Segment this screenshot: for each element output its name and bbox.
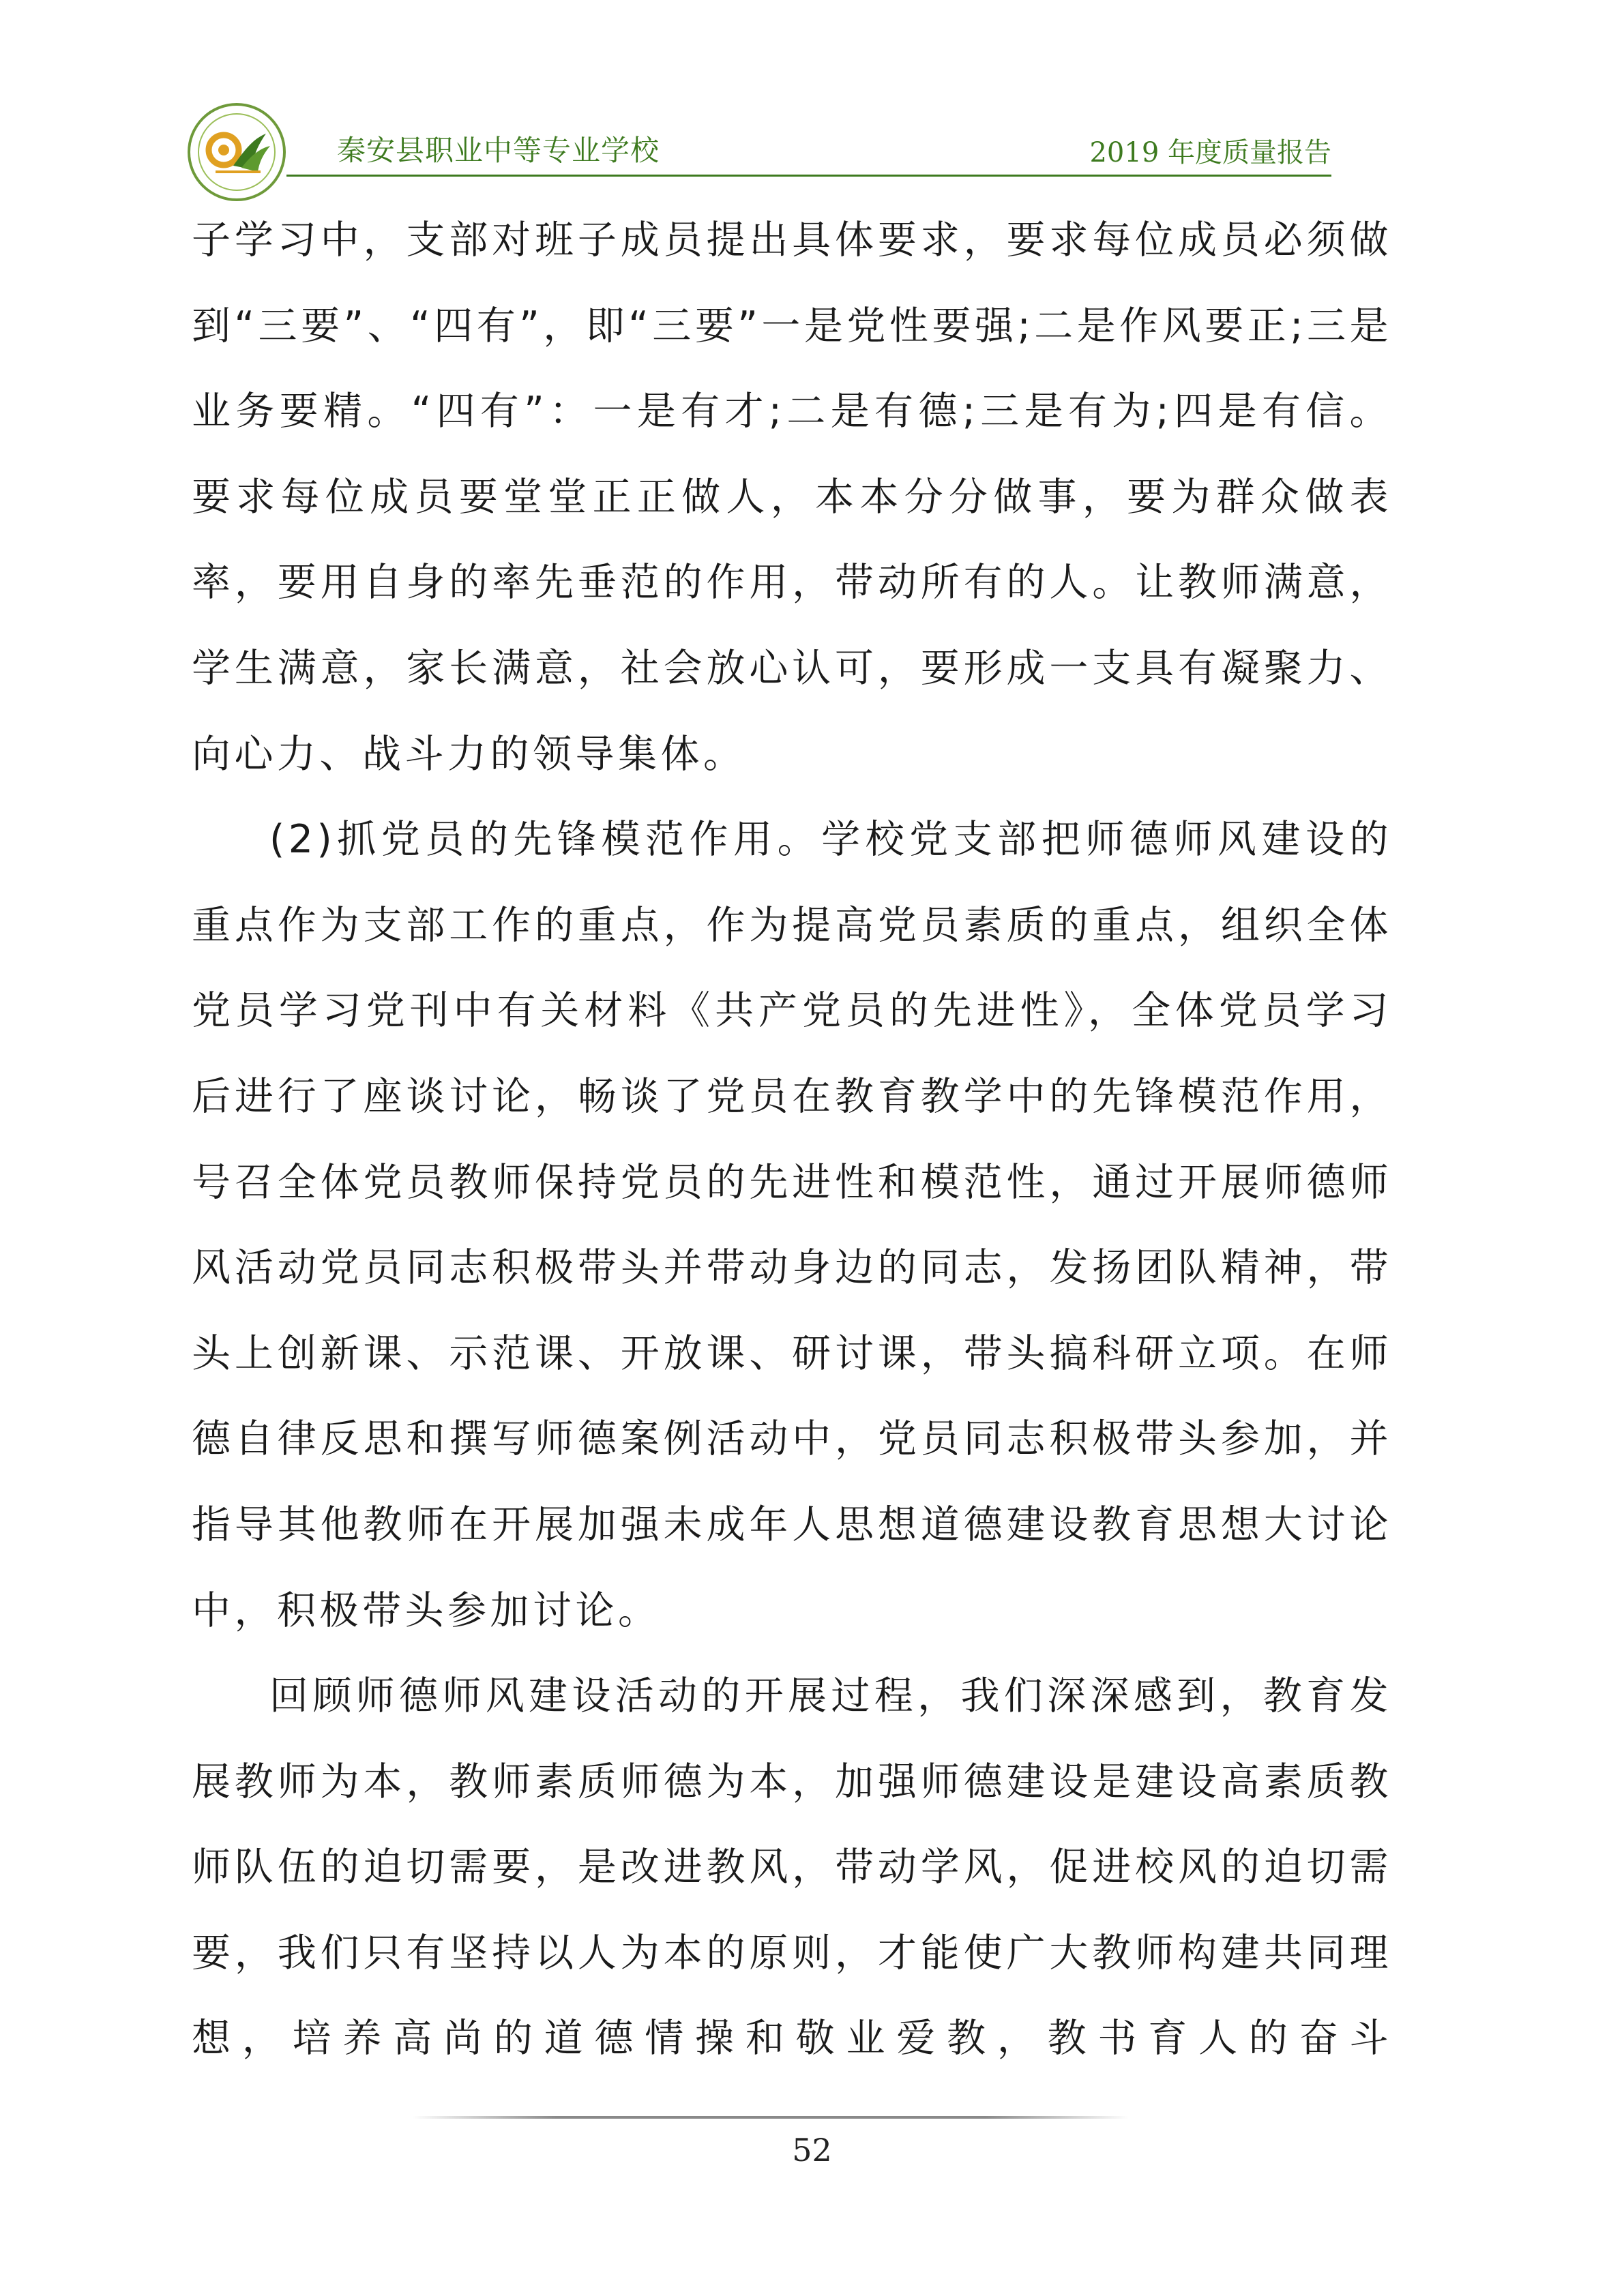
page-header [186,101,1331,181]
text-line: 做到“三要”、“四有”，即“三要”一是党性要强;二是作风要 [192,218,1392,348]
paragraph-1 [192,198,1392,797]
paragraph-2 [192,797,1392,1654]
text-line: 子学习中，支部对班子成员提出具体要求，要求每位成员必须 [192,218,1350,263]
text-line: 教育思想大讨论中，积极带头参加讨论。 [192,1502,1393,1633]
text-line: 回顾师德师风建设活动的开展过程，我们深深感到，教育发 [269,1673,1392,1719]
footer-divider [413,2116,1129,2119]
text-line: 具有凝聚力、向心力、战斗力的领导集体。 [192,645,1393,777]
text-line: 教师队伍的迫切需要，是改进教风，带动学风，促进校风的迫 [192,1759,1392,1890]
text-line: 带头参加，并指导其他教师在开展加强未成年人思想道德建设 [192,1416,1393,1547]
school-name: 秦安县职业中等专业学校 [337,134,660,167]
school-logo-icon [186,101,288,203]
text-line: 精神，带头上创新课、示范课、开放课、研讨课，带头搞科研 [192,1245,1393,1376]
text-line: 立项。在师德自律反思和撰写师德案例活动中，党员同志积极 [192,1330,1393,1462]
document-body [192,198,1392,2082]
paragraph-3 [192,1654,1392,2082]
text-line: 教师满意，学生满意，家长满意，社会放心认可，要形成一支 [192,560,1393,691]
text-line: 展教师为本，教师素质师德为本，加强师德建设是建设高素质 [192,1759,1350,1804]
text-line: 体党员学习党刊中有关材料《共产党员的先进性》，全体党员学 [192,902,1392,1034]
text-line: 切需要，我们只有坚持以人为本的原则，才能使广大教师构建 [192,1845,1393,1976]
text-line: 重点作为支部工作的重点，作为提高党员素质的重点，组织全 [192,902,1350,948]
text-line: 共同理想，培养高尚的道德情操和敬业爱教，教书育人的奋斗 [192,1930,1393,2061]
page-number: 52 [792,2132,832,2168]
text-line: 习后进行了座谈讨论，畅谈了党员在教育教学中的先锋模范作 [192,988,1392,1119]
text-line: 正;三是业务要精。“四有”：一是有才;二是有德;三是有为;四 [192,303,1392,434]
report-title: 2019 年度质量报告 [1089,137,1331,168]
header-divider [286,175,1331,177]
text-line: (2)抓党员的先锋模范作用。学校党支部把师德师风建设的 [269,817,1392,863]
text-line: 用，号召全体党员教师保持党员的先进性和模范性，通过开展 [192,1073,1393,1205]
text-line: 师德师风活动党员同志积极带头并带动身边的同志，发扬团队 [192,1159,1393,1291]
text-line: 是有信。要求每位成员要堂堂正正做人，本本分分做事，要为 [192,389,1393,520]
text-line: 群众做表率，要用自身的率先垂范的作用，带动所有的人。让 [192,474,1393,606]
